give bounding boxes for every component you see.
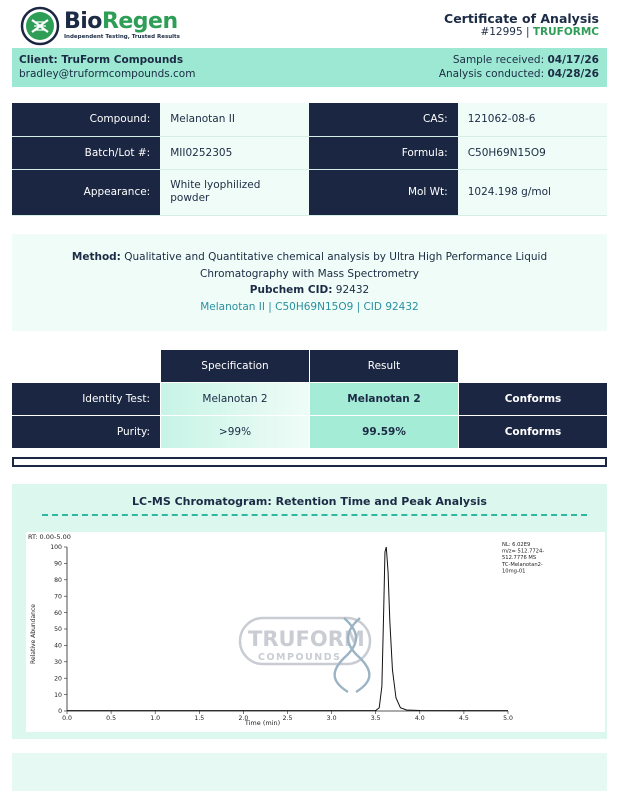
y-tick-label: 10 — [54, 691, 62, 699]
y-tick-label: 20 — [54, 675, 62, 683]
appearance-value: White lyophilized powder — [160, 169, 309, 215]
x-tick-label: 4.5 — [458, 715, 469, 722]
pubchem-link[interactable]: Melanotan II | C50H69N15O9 | CID 92432 — [200, 300, 419, 313]
y-tick-label: 60 — [54, 609, 62, 617]
divider-box — [12, 457, 607, 467]
molwt-value: 1024.198 g/mol — [458, 169, 607, 215]
x-tick-label: 2.0 — [238, 715, 249, 722]
table-row — [12, 103, 607, 136]
x-tick-label: 1.0 — [150, 715, 161, 722]
purity-spec: >99% — [161, 416, 309, 448]
client-bar — [12, 48, 607, 87]
y-tick-label: 100 — [50, 544, 62, 552]
identity-test-label: Identity Test: — [12, 383, 160, 415]
y-tick-label: 70 — [54, 593, 62, 601]
compound-value: Melanotan II — [160, 103, 309, 136]
x-axis-label: Time (min) — [244, 719, 281, 727]
client-name: Client: TruForm Compounds — [19, 54, 184, 66]
bioregen-logo-icon — [20, 6, 60, 46]
formula-value: C50H69N15O9 — [458, 136, 607, 169]
identity-test-result: Melanotan 2 — [310, 383, 458, 415]
client-email: bradley@truformcompounds.com — [19, 68, 196, 80]
chromatogram-section — [12, 484, 607, 739]
x-tick-label: 0.0 — [62, 715, 72, 722]
chart-annotation-line: 10mg-01 — [502, 568, 526, 575]
compound-label: Compound: — [12, 103, 160, 136]
document-number: #12995 | TRUFORMC — [480, 26, 599, 38]
purity-status: Conforms — [459, 416, 607, 448]
result-header: Result — [310, 350, 458, 382]
batch-label: Batch/Lot #: — [12, 136, 160, 169]
chromatogram-chart — [26, 532, 605, 732]
rt-range-label: RT: 0.00-5.00 — [28, 533, 71, 541]
chart-annotation-line: 512.7776 MS — [502, 555, 537, 562]
purity-label: Purity: — [12, 416, 160, 448]
y-axis-label: Relative Abundance — [30, 604, 37, 664]
footer-box — [12, 753, 607, 791]
pubchem-cid: Pubchem CID: 92432 — [249, 284, 370, 296]
analysis-conducted: Analysis conducted: 04/28/26 — [438, 68, 599, 80]
y-tick-label: 50 — [54, 626, 62, 634]
table-row — [12, 169, 607, 215]
document-title: Certificate of Analysis — [444, 11, 599, 26]
formula-label: Formula: — [309, 136, 457, 169]
cas-label: CAS: — [309, 103, 457, 136]
x-tick-label: 1.5 — [194, 715, 205, 722]
x-tick-label: 5.0 — [503, 715, 513, 722]
dashed-divider — [42, 514, 587, 516]
y-tick-label: 40 — [54, 642, 62, 650]
y-tick-label: 90 — [54, 560, 62, 568]
x-tick-label: 3.0 — [326, 715, 337, 722]
chart-annotation-line: NL: 6.02E9 — [502, 542, 531, 548]
chart-annotation-line: m/z= 512.7724- — [502, 548, 545, 555]
x-tick-label: 3.5 — [370, 715, 381, 722]
brand-tagline: Independent Testing, Trusted Results — [64, 34, 180, 40]
method-description: Method: Qualitative and Quantitative chemical analysis by Ultra High Performance Liquid Chromatography with Mass Spectrometry — [71, 251, 548, 280]
specification-header: Specification — [161, 350, 309, 382]
chromatogram-title: LC-MS Chromatogram: Retention Time and Peak Analysis — [132, 495, 487, 508]
method-box — [12, 234, 607, 331]
cas-value: 121062-08-6 — [458, 103, 607, 136]
purity-result: 99.59% — [310, 416, 458, 448]
identity-test-spec: Melanotan 2 — [161, 383, 309, 415]
watermark-text-top: TRUFORM — [248, 627, 365, 651]
molwt-label: Mol Wt: — [309, 169, 457, 215]
x-tick-label: 4.0 — [414, 715, 425, 722]
y-tick-label: 30 — [54, 659, 62, 666]
x-tick-label: 2.5 — [282, 715, 293, 722]
watermark-text-bottom: COMPOUNDS — [258, 652, 342, 663]
identity-test-status: Conforms — [459, 383, 607, 415]
y-tick-label: 80 — [54, 577, 62, 584]
batch-value: MII0252305 — [160, 136, 309, 169]
x-tick-label: 0.5 — [106, 715, 117, 722]
compound-info-table — [12, 103, 607, 216]
y-tick-label: 0 — [58, 708, 62, 716]
brand-name: BioRegen — [64, 9, 178, 34]
sample-received: Sample received: 04/17/26 — [452, 54, 599, 66]
table-row — [12, 136, 607, 169]
header — [0, 0, 618, 46]
chart-annotation-line: TC-Melanotan2- — [502, 561, 543, 568]
appearance-label: Appearance: — [12, 169, 160, 215]
